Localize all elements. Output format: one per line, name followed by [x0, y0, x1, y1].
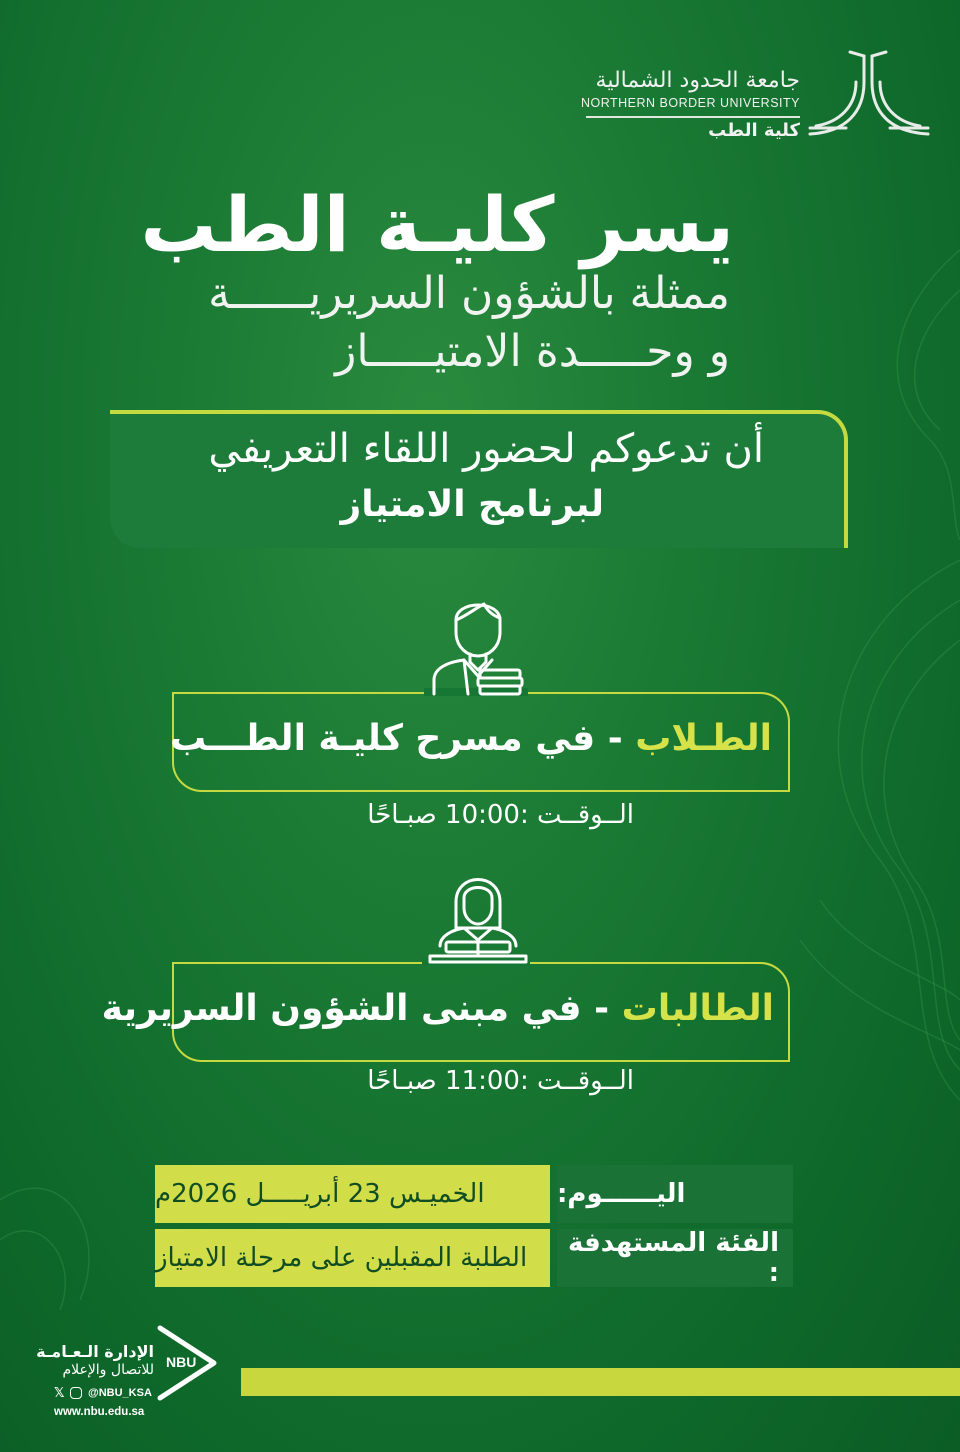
day-label: اليــــــوم:: [557, 1165, 793, 1223]
university-name-english: NORTHERN BORDER UNIVERSITY: [580, 96, 800, 110]
social-handle[interactable]: @NBU_KSA: [88, 1387, 152, 1399]
logo-divider: [586, 116, 800, 118]
female-student-icon: [426, 862, 530, 964]
male-session-place: [170, 718, 772, 759]
nbu-book-logo-icon: [806, 42, 932, 142]
male-session-time: الــوقــت :10:00 صبـاحًا: [367, 800, 634, 830]
day-value: الخميـس 23 أبريـــــل 2026م: [155, 1165, 550, 1223]
male-student-icon: [428, 590, 528, 696]
instagram-icon[interactable]: [70, 1387, 82, 1399]
nbu-badge: NBU: [166, 1354, 197, 1370]
website-link[interactable]: www.nbu.edu.sa: [54, 1406, 145, 1418]
subtitle-line-2: و وحـــــدة الامتيـــــاز: [335, 326, 730, 377]
subtitle-line-1: ممثلة بالشؤون السريريــــــة: [208, 268, 730, 319]
female-session-place: [102, 988, 774, 1029]
department-name-line-1: الإدارة الـعـامـة: [36, 1342, 154, 1361]
college-name: كلية الطب: [708, 120, 800, 141]
department-name-line-2: للاتصال والإعلام: [62, 1362, 154, 1378]
female-group-label: الطالبات: [621, 988, 774, 1029]
target-label: الفئة المستهدفة :: [557, 1229, 793, 1287]
main-title: يسر كليـة الطب: [140, 180, 734, 269]
female-session-time: الــوقــت :11:00 صبـاحًا: [367, 1066, 634, 1096]
university-name-arabic: جامعة الحدود الشمالية: [595, 68, 800, 93]
male-group-label: الطـلاب: [635, 718, 772, 759]
footer-bar: [241, 1368, 960, 1396]
invitation-line-1: أن تدعوكم لحضور اللقاء التعريفي: [208, 426, 764, 472]
invitation-line-2: لبرنامج الامتياز: [340, 484, 604, 525]
female-place-text: - في مبنى الشؤون السريرية: [101, 988, 610, 1029]
x-icon[interactable]: 𝕏: [54, 1386, 65, 1401]
target-value: الطلبة المقبلين على مرحلة الامتياز: [155, 1229, 550, 1287]
male-place-text: - في مسرح كليـة الطـــب: [169, 718, 623, 759]
